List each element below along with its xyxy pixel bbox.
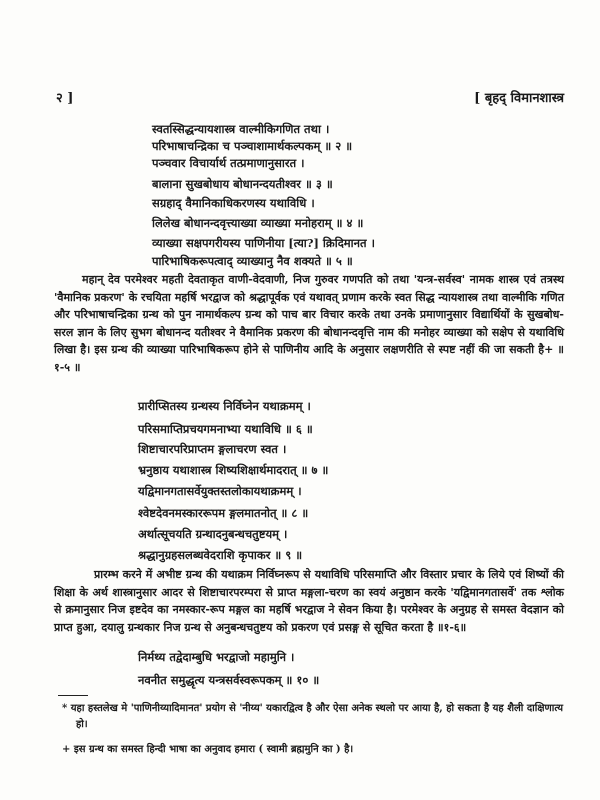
- commentary-paragraph: प्रारम्भ करने में अभीष्ट ग्रन्थ की यथाक्रम निर्विघ्नरूप से यथाविधि परिसमाप्ति और विस्तार प्रचार के लिये एवं शिष्यों की शिक्षा के अर्थ शास्त्रानुसार आदर से शिष्टाचारपरम्परा से प्राप्त मङ्गला-चरण का स्वयं अनुष्ठान करके 'यद्विमानगतासर्वे' तक श्लोक से क्रमानुसार निज इष्टदेव का नमस्कार-रूप मङ्गल का महर्षि भरद्वाज ने सेवन किया है। परमेश्वर के अनुग्रह से समस्त वेदज्ञान को प्राप्त हुआ, दयालु ग्रन्थकार निज ग्रन्थ से अनुबन्धचतुष्टय को प्रकरण एवं प्रसङ्ग से सूचित करता है ॥१-६॥: [54, 568, 564, 634]
- footnote: * यहा हस्तलेख मे 'पाणिनीय्यादिमानत' प्रयोग से 'नीय्य' यकारद्वित्व है और ऐसा अनेक स्थलो पर आया है, हो सकता है यह शैली दाक्षिणात्य हो।: [62, 703, 564, 730]
- verse-line: यद्विमानगतासर्वेयुक्तस्तलोकायथाक्रमम् ।: [138, 484, 302, 498]
- verse-line: परिभाषाचन्द्रिका च पञ्चाशामार्थकल्पकम् ॥ २ ॥: [152, 139, 353, 153]
- verse-line: स्वतस्सिद्धन्यायशास्त्र वाल्मीकिगणित तथा ।: [152, 122, 330, 136]
- verse-line: श्वेष्टदेवनमस्काररूपम ङ्गलमातनोत् ॥ ८ ॥: [138, 506, 309, 520]
- verse-line: बालाना सुखबोधाय बोधानन्दयतीश्वर ॥ ३ ॥: [152, 177, 333, 191]
- commentary-paragraph: महान् देव परमेश्वर महती देवताकृत वाणी-वेदवाणी, निज गुरुवर गणपति को तथा 'यन्त्र-सर्वस्व' नामक शास्त्र एवं तत्रस्थ 'वैमानिक प्रकरण' के रचयिता महर्षि भरद्वाज को श्रद्धापूर्वक एवं यथावत् प्रणाम करके स्वत सिद्ध न्यायशास्त्र तथा वाल्मीकि गणित और परिभाषाचन्द्रिका ग्रन्थ को पुन नामार्थकल्प ग्रन्थ को पाच बार विचार करके तथा उनके प्रमाणानुसार विद्यार्थियों के सुखबोध-सरल ज्ञान के लिए सुभग बोधानन्द यतीश्वर ने वैमानिक प्रकरण की बोधानन्दवृत्ति नाम की मनोहर व्याख्या को सक्षेप से यथाविधि लिखा है। इस ग्रन्थ की व्याख्या पारिभाषिकरूप होने से पाणिनीय आदि के अनुसार लक्षणरीति से स्पष्ट नहीं की जा सकती है+ ॥ १-५ ॥: [54, 273, 564, 374]
- verse-line: सग्रहाद् वैमानिकाधिकरणस्य यथाविधि ।: [152, 196, 315, 210]
- verse-line: पञ्चवार विचार्यार्थ तत्प्रमाणानुसारत ।: [152, 156, 305, 170]
- verse-line: नवनीत समुद्धृत्य यन्त्रसर्वस्वरूपकम् ॥ १० ॥: [138, 673, 320, 687]
- running-title: [ बृहद् विमानशास्त्र: [474, 91, 564, 106]
- page-number: २ ]: [56, 91, 74, 106]
- footnote-separator: [58, 695, 88, 696]
- verse-line: लिलेख बोधानन्दवृत्त्याख्या व्याख्या मनोहराम् ॥ ४ ॥: [152, 216, 364, 230]
- verse-line: परिसमाप्तिप्रचयगमनाभ्या यथाविधि ॥ ६ ॥: [138, 422, 313, 436]
- verse-line: भ्रनुष्ठाय यथाशास्त्र शिष्यशिक्षार्थमादरात् ॥ ७ ॥: [138, 463, 329, 477]
- verse-line: निर्मथ्य तद्वेदाम्बुधि भरद्वाजो महामुनि ।: [138, 650, 295, 664]
- verse-line: व्याख्या सक्षपगरीयस्य पाणिनीया [त्या?] क्रिदिमानत ।: [152, 236, 375, 250]
- page-header: [56, 88, 564, 110]
- verse-line: पारिभाषिकरूपत्वाद् व्याख्यानु नैव शक्यते ॥ ५ ॥: [152, 254, 353, 268]
- verse-line: प्रारीप्सितस्य ग्रन्थस्य निर्विघ्नेन यथाक्रमम् ।: [138, 399, 311, 413]
- footnote: + इस ग्रन्थ का समस्त हिन्दी भाषा का अनुवाद हमारा ( स्वामी ब्रह्ममुनि का ) है।: [62, 744, 354, 755]
- verse-line: शिष्टाचारपरिप्राप्तम ङ्गलाचरण स्वत ।: [138, 442, 287, 456]
- verse-line: अर्थात्सूचयति ग्रन्थादनुबन्धचतुष्टयम् ।: [138, 527, 288, 541]
- verse-line: श्रद्धानुग्रहसलब्धवेदराशि कृपाकर ॥ ९ ॥: [138, 548, 303, 562]
